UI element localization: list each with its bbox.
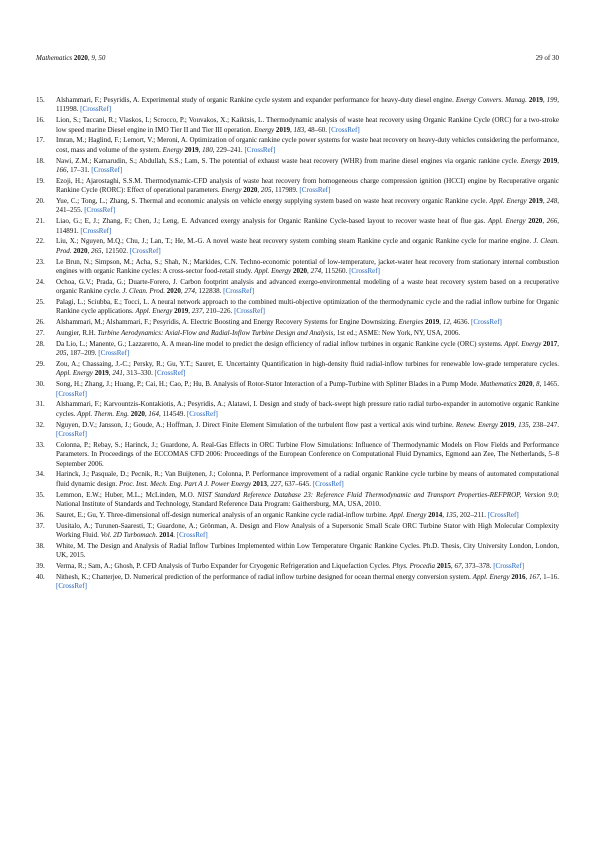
- crossref-link[interactable]: [CrossRef]: [244, 145, 276, 154]
- reference-italic-text: Vol. 2D Turbomach.: [100, 531, 158, 540]
- reference-text-segment: , 117989.: [271, 186, 300, 195]
- reference-year: 2015: [436, 562, 451, 571]
- reference-italic-text: Appl. Energy: [504, 339, 542, 348]
- reference-italic-text: 166: [56, 166, 67, 175]
- reference-text: [56, 441, 559, 468]
- reference-italic-text: 205: [56, 349, 67, 358]
- reference-italic-text: Turbine Aerodynamics: Axial-Flow and Radial-Inflow Turbine Design and Analysis: [97, 329, 334, 338]
- reference-italic-text: 67: [454, 562, 462, 571]
- reference-number: 15.: [36, 96, 45, 104]
- reference-text-segment: Ezoji, H.; Ajarostaghi, S.S.M. Thermodynamic-CFD analysis of waste heat recovery from homogeneous charge compression ignition (HCCI) engine by Recuperative organic Rankine Cycle (RORC): Effect of operational parameters.: [56, 176, 559, 195]
- crossref-link[interactable]: [CrossRef]: [80, 226, 112, 235]
- reference-item: [36, 522, 559, 541]
- reference-text-segment: , 122838.: [194, 287, 224, 296]
- reference-text-segment: Ochoa, G.V.; Prada, G.; Duarte-Forero, J. Carbon footprint analysis and advanced exergo-environmental modeling of a waste heat recovery system based on a recuperative organic Rankine cycle.: [56, 277, 559, 296]
- reference-year: 2019: [94, 369, 109, 378]
- reference-text-segment: ,: [267, 479, 271, 488]
- reference-text-segment: Alshammari, M.; Alshammari, F.; Pesyridis, A. Electric Boosting and Energy Recovery Systems for Engine Downsizing.: [56, 318, 399, 327]
- reference-text-segment: , 111998.: [56, 96, 559, 114]
- reference-italic-text: 135: [445, 510, 457, 519]
- reference-item: [36, 217, 559, 236]
- crossref-link[interactable]: [CrossRef]: [84, 206, 116, 215]
- reference-text-segment: Da Lio, L.; Manente, G.; Lazzaretto, A. A mean-line model to predict the design efficiency of radial inflow turbines in organic Rankine cycle (ORC) systems.: [56, 339, 505, 348]
- crossref-link[interactable]: [CrossRef]: [186, 409, 218, 418]
- reference-text: [56, 217, 559, 234]
- crossref-link[interactable]: [CrossRef]: [487, 510, 519, 519]
- reference-italic-text: Proc. Inst. Mech. Eng. Part A J. Power Energy: [119, 479, 252, 488]
- crossref-link[interactable]: [CrossRef]: [349, 267, 381, 276]
- reference-text: [56, 470, 559, 487]
- reference-number: 24.: [36, 277, 45, 286]
- reference-text: [56, 360, 559, 377]
- reference-text: [56, 278, 559, 295]
- crossref-link[interactable]: [CrossRef]: [312, 479, 344, 488]
- reference-number: 28.: [36, 339, 45, 348]
- reference-item: [36, 470, 559, 489]
- page-number: 29 of 30: [535, 54, 559, 62]
- crossref-link[interactable]: [CrossRef]: [56, 582, 87, 591]
- reference-text-segment: ,: [87, 246, 91, 255]
- reference-year: 2019: [174, 307, 189, 316]
- reference-number: 40.: [36, 572, 45, 581]
- reference-italic-text: Appl. Energy: [472, 572, 510, 581]
- reference-text: [56, 542, 559, 559]
- reference-year: 2019: [528, 96, 543, 104]
- reference-italic-text: NIST Standard Reference Database 23: Reference Fluid Thermodynamic and Transport Properties-REFPROP, Version 9.0: [197, 490, 558, 499]
- reference-text-segment: White, M. The Design and Analysis of Radial Inflow Turbines Implemented within Low Temperature Organic Rankine Cycles. Ph.D. Thesis, City University London, London, UK, 2015.: [56, 541, 559, 560]
- running-head: [36, 52, 105, 64]
- reference-text-segment: , 48–60.: [304, 125, 329, 134]
- reference-item: [36, 360, 559, 379]
- reference-number: 26.: [36, 318, 45, 327]
- reference-number: 38.: [36, 541, 45, 550]
- reference-year: 2014: [428, 510, 443, 519]
- reference-text-segment: , 373–378.: [461, 562, 494, 571]
- reference-italic-text: J. Clean. Prod.: [122, 287, 166, 296]
- reference-text: [56, 491, 559, 508]
- reference-text: [56, 340, 559, 357]
- crossref-link[interactable]: [CrossRef]: [80, 105, 112, 114]
- reference-item: [36, 441, 559, 469]
- reference-text-segment: , 4636.: [449, 318, 471, 327]
- reference-number: 20.: [36, 197, 45, 206]
- reference-text-segment: Lemmon, E.W.; Huber, M.L.; McLinden, M.O.: [56, 490, 198, 499]
- reference-year: 2020: [130, 409, 145, 418]
- reference-number: 32.: [36, 420, 45, 429]
- reference-number: 22.: [36, 237, 45, 246]
- reference-text-segment: , 637–645.: [281, 479, 313, 488]
- reference-text-segment: ,: [525, 572, 530, 581]
- reference-number: 23.: [36, 257, 45, 266]
- reference-text: [56, 562, 524, 570]
- reference-number: 35.: [36, 490, 45, 499]
- reference-item: [36, 542, 559, 561]
- reference-italic-text: 205: [260, 186, 272, 195]
- reference-italic-text: Energy Convers. Manag.: [455, 96, 527, 104]
- reference-text: [56, 237, 559, 254]
- reference-text: [56, 298, 559, 315]
- reference-text: [56, 400, 559, 417]
- reference-item: [36, 400, 559, 419]
- crossref-link[interactable]: [CrossRef]: [328, 125, 360, 134]
- reference-year: 2020: [166, 287, 181, 296]
- reference-italic-text: 274: [184, 287, 195, 296]
- reference-text-segment: ,: [290, 125, 294, 134]
- reference-year: 2019: [275, 125, 291, 134]
- reference-text: [56, 177, 559, 194]
- crossref-link[interactable]: [CrossRef]: [154, 369, 186, 378]
- crossref-link[interactable]: [CrossRef]: [176, 531, 208, 540]
- reference-text: [56, 96, 559, 113]
- reference-text-segment: Nawi, Z.M.; Kamarudin, S.; Abdullah, S.S.; Lam, S. The potential of exhaust waste heat recovery (WHR) from marine diesel engines via organic rankine cycle.: [56, 156, 521, 165]
- reference-number: 31.: [36, 400, 45, 409]
- reference-text-segment: , 17–31.: [66, 166, 92, 175]
- reference-italic-text: Mathematics: [480, 380, 517, 389]
- reference-italic-text: 227: [270, 479, 282, 488]
- reference-text-segment: , 229–241.: [212, 145, 245, 154]
- reference-text-segment: ,: [180, 287, 185, 296]
- reference-italic-text: Energy: [520, 156, 541, 165]
- reference-text-segment: Alshammari, F.; Pesyridis, A. Experimental study of organic Rankine cycle system and expander performance for heavy-duty diesel engine.: [56, 96, 456, 104]
- reference-text-segment: ,: [144, 409, 149, 418]
- reference-italic-text: Energy: [162, 145, 183, 154]
- reference-text-segment: ,: [257, 186, 261, 195]
- reference-text: [56, 380, 559, 397]
- reference-item: [36, 96, 559, 115]
- crossref-link[interactable]: [CrossRef]: [234, 307, 265, 316]
- reference-number: 39.: [36, 562, 45, 571]
- reference-number: 36.: [36, 510, 45, 519]
- journal-year: 2020: [73, 54, 88, 62]
- reference-text-segment: Palagi, L.; Sciubba, E.; Tocci, L. A neural network approach to the combined multi-objective optimization of the thermodynamic cycle and the radial inflow turbine for Organic Rankine cycle applications.: [56, 298, 559, 316]
- reference-year: 2019: [425, 318, 440, 327]
- reference-item: [36, 197, 559, 216]
- reference-text-segment: Zou, A.; Chassaing, J.-C.; Persky, R.; Gu, Y.T.; Sauret, E. Uncertainty Quantification in high-density fluid radial-inflow turbines for renewable low-grade temperature cycles.: [56, 360, 559, 369]
- reference-year: 2020: [518, 380, 533, 389]
- reference-italic-text: Energy: [254, 125, 275, 134]
- reference-italic-text: Phys. Procedia: [392, 562, 436, 571]
- reference-number: 29.: [36, 360, 45, 369]
- reference-text-segment: ,: [557, 339, 559, 348]
- reference-item: [36, 491, 559, 510]
- reference-text-segment: ,: [442, 510, 446, 519]
- reference-year: 2016: [511, 572, 526, 581]
- reference-italic-text: 248: [546, 197, 558, 206]
- reference-italic-text: Energy: [221, 186, 242, 195]
- crossref-link[interactable]: [CrossRef]: [470, 318, 502, 327]
- reference-italic-text: 135: [518, 420, 529, 429]
- reference-italic-text: Renew. Energy: [455, 420, 499, 429]
- reference-italic-text: 180: [202, 145, 213, 154]
- reference-year: 2020: [292, 267, 308, 276]
- reference-italic-text: Appl. Energy: [254, 267, 292, 276]
- reference-text-segment: Lion, S.; Taccani, R.; Vlaskos, I.; Scrocco, P.; Vouvakos, X.; Kaiktsis, L. Thermodynamic analysis of waste heat recovery using Organic Rankine Cycle (ORC) for a two-stroke low speed marine Diesel engine in IMO Tier II and Tier III operation.: [56, 116, 559, 134]
- crossref-link[interactable]: [CrossRef]: [91, 166, 123, 175]
- reference-text-segment: Imran, M.; Haglind, F.; Lemort, V.; Meroni, A. Optimization of organic rankine cycle power systems for waste heat recovery on heavy-duty vehicles considering the performance, cost, mass and volume of the system.: [56, 136, 559, 154]
- reference-text: [56, 421, 559, 438]
- reference-italic-text: Appl. Energy: [487, 217, 526, 226]
- reference-text: [56, 329, 460, 337]
- reference-item: [36, 318, 559, 327]
- crossref-link[interactable]: [CrossRef]: [129, 246, 161, 255]
- reference-text-segment: ,: [542, 197, 547, 206]
- reference-text-segment: Alshammari, F.; Karvountzis-Kontakiotis, A.; Pesyridis, A.; Alatawi, I. Design and study of back-swept high pressure ratio radial turbo-expander in automotive organic Rankine cycles.: [56, 400, 559, 418]
- crossref-link[interactable]: [CrossRef]: [56, 430, 87, 439]
- reference-text-segment: ,: [542, 217, 547, 226]
- reference-text-segment: , 1465.: [539, 380, 560, 389]
- reference-text-segment: Colonna, P.; Rebay, S.; Harinck, J.; Guardone, A. Real-Gas Effects in ORC Turbine Flow Simulations: Influence of Thermodynamic Models on Flow Fields and Performance Parameters. In Proceedings of the ECCOMAS CFD 2006: Proceedings of the European Conference on Computational Fluid Dynamics, Egmond aan Zee, The Netherlands, 5–8 September 2006.: [56, 440, 559, 468]
- reference-text-segment: .: [173, 531, 177, 540]
- reference-item: [36, 278, 559, 297]
- reference-italic-text: Appl. Energy: [56, 369, 93, 378]
- journal-volume-article: , 9, 50: [87, 54, 106, 62]
- reference-text: [56, 197, 559, 214]
- reference-item: [36, 237, 559, 256]
- reference-text-segment: , 114549.: [158, 409, 187, 418]
- journal-name: Mathematics: [36, 54, 73, 62]
- reference-text-segment: Sauret, E.; Gu, Y. Three-dimensional off-design numerical analysis of an organic Rankine cycle radial-inflow turbine.: [56, 510, 390, 519]
- reference-year: 2019: [184, 145, 199, 154]
- reference-text-segment: Verma, R.; Sam, A.; Ghosh, P. CFD Analysis of Turbo Expander for Cryogenic Refrigeration and Liquefaction Cycles.: [56, 562, 393, 571]
- reference-text-segment: , 202–211.: [456, 510, 488, 519]
- reference-text: [56, 573, 559, 590]
- reference-text: [56, 511, 519, 519]
- reference-italic-text: 12: [442, 318, 450, 327]
- page-header: [36, 52, 559, 64]
- reference-number: 33.: [36, 440, 45, 449]
- reference-text-segment: ,: [439, 318, 443, 327]
- reference-number: 37.: [36, 521, 45, 530]
- reference-number: 19.: [36, 176, 45, 185]
- reference-item: [36, 177, 559, 196]
- reference-italic-text: 164: [148, 409, 159, 418]
- reference-italic-text: 183: [293, 125, 305, 134]
- reference-text-segment: ; National Institute of Standards and Technology, Standard Reference Data Program: Gaithersburg, MA, USA, 2010.: [56, 490, 560, 509]
- reference-list: [36, 96, 559, 593]
- reference-item: [36, 421, 559, 440]
- crossref-link[interactable]: [CrossRef]: [56, 389, 87, 398]
- reference-text-segment: ,: [198, 145, 203, 154]
- reference-text-segment: , 1–16.: [539, 572, 559, 581]
- reference-italic-text: 274: [310, 267, 322, 276]
- reference-text-segment: Nguyen, D.V.; Jansson, J.; Goude, A.; Hoffman, J. Direct Finite Element Simulation of the turbulent flow past a vertical axis wind turbine.: [56, 420, 456, 429]
- reference-item: [36, 329, 559, 338]
- reference-text-segment: , 121502.: [101, 246, 130, 255]
- reference-year: 2013: [252, 479, 267, 488]
- reference-item: [36, 298, 559, 317]
- reference-text-segment: ,: [542, 96, 547, 104]
- reference-year: 2017: [543, 339, 558, 348]
- reference-text-segment: ,: [532, 380, 537, 389]
- reference-text: [56, 318, 502, 326]
- reference-italic-text: J. Clean. Prod.: [56, 237, 560, 255]
- reference-item: [36, 562, 559, 571]
- crossref-link[interactable]: [CrossRef]: [493, 562, 525, 571]
- reference-text-segment: Le Brun, N.; Simpson, M.; Acha, S.; Shah, N.; Markides, C.N. Techno-economic potential of low-temperature, jacket-water heat recovery from stationary internal combustion engines with organic Rankine cycles: A cross-sector food-retail study.: [56, 257, 559, 276]
- reference-year: 2019: [500, 420, 515, 429]
- reference-item: [36, 340, 559, 359]
- reference-number: 27.: [36, 329, 45, 338]
- reference-italic-text: 266: [546, 217, 558, 226]
- reference-text-segment: , 210–226.: [202, 307, 235, 316]
- reference-year: 2020: [243, 186, 258, 195]
- reference-year: 2014: [159, 531, 174, 540]
- reference-text-segment: , 241–255.: [56, 197, 560, 215]
- reference-text-segment: ,: [514, 420, 519, 429]
- reference-text-segment: ,: [557, 156, 559, 165]
- reference-italic-text: Appl. Energy: [389, 510, 427, 519]
- reference-number: 16.: [36, 116, 45, 125]
- reference-item: [36, 258, 559, 277]
- crossref-link[interactable]: [CrossRef]: [223, 287, 255, 296]
- reference-number: 34.: [36, 470, 45, 479]
- reference-text-segment: , 114891.: [56, 217, 560, 235]
- reference-item: [36, 136, 559, 155]
- reference-text-segment: Nithesh, K.; Chatterjee, D. Numerical prediction of the performance of radial inflow turbine designed for ocean thermal energy conversion system.: [56, 572, 473, 581]
- reference-number: 17.: [36, 136, 45, 145]
- reference-text-segment: Uusitalo, A.; Turunen-Saaresti, T.; Guardone, A.; Grönman, A. Design and Flow Analysis of a Supersonic Small Scale ORC Turbine Stator with High Molecular Complexity Working Fluid.: [56, 521, 559, 540]
- reference-number: 21.: [36, 217, 45, 226]
- reference-italic-text: 8: [536, 380, 540, 389]
- reference-italic-text: 167: [529, 572, 540, 581]
- reference-italic-text: Appl. Energy: [135, 307, 173, 316]
- reference-italic-text: 199: [546, 96, 558, 104]
- reference-text-segment: Liao, G.; E, J.; Zhang, F.; Chen, J.; Leng, E. Advanced exergy analysis for Organic Rankine Cycle-based layout to recover waste heat of flue gas.: [56, 217, 488, 226]
- reference-year: 2020: [528, 217, 543, 226]
- reference-text: [56, 522, 559, 539]
- reference-text-segment: , 238–247.: [528, 420, 560, 429]
- crossref-link[interactable]: [CrossRef]: [98, 349, 130, 358]
- reference-year: 2019: [528, 197, 543, 206]
- reference-italic-text: 241: [112, 369, 123, 378]
- reference-italic-text: Energies: [398, 318, 424, 327]
- reference-text-segment: ,: [108, 369, 113, 378]
- reference-italic-text: Appl. Therm. Eng.: [77, 409, 130, 418]
- reference-year: 2020: [73, 246, 88, 255]
- reference-text-segment: Aungier, R.H.: [56, 329, 98, 338]
- reference-text: [56, 136, 559, 153]
- reference-text-segment: , 115260.: [321, 267, 350, 276]
- reference-text-segment: , 1st ed.; ASME: New York, NY, USA, 2006.: [333, 329, 461, 338]
- reference-text-segment: Song, H.; Zhang, J.; Huang, P.; Cai, H.; Cao, P.; Hu, B. Analysis of Rotor-Stator Interaction of a Pump-Turbine with Splitter Blades in a Pump Mode.: [56, 380, 481, 389]
- reference-item: [36, 380, 559, 399]
- reference-text-segment: Liu, X.; Nguyen, M.Q.; Chu, J.; Lan, T.; He, M.-G. A novel waste heat recovery system combing steam Rankine cycle and organic Rankine cycle for marine engine.: [56, 237, 534, 246]
- reference-text-segment: ,: [307, 267, 311, 276]
- reference-item: [36, 573, 559, 592]
- reference-text: [56, 116, 559, 133]
- reference-item: [36, 116, 559, 135]
- reference-text-segment: ,: [188, 307, 192, 316]
- reference-italic-text: 237: [191, 307, 203, 316]
- reference-item: [36, 511, 559, 520]
- reference-year: 2019: [543, 156, 558, 165]
- reference-item: [36, 157, 559, 176]
- reference-text-segment: ,: [450, 562, 455, 571]
- reference-number: 30.: [36, 380, 45, 389]
- reference-number: 25.: [36, 298, 45, 307]
- reference-text-segment: , 187–209.: [66, 349, 99, 358]
- reference-italic-text: 265: [91, 246, 102, 255]
- reference-text-segment: Harinck, J.; Pasquale, D.; Pecnik, R.; Van Buijtenen, J.; Colonna, P. Performance improvement of a radial organic Rankine cycle turbine by means of automated computational fluid dynamic design.: [56, 470, 559, 488]
- reference-text-segment: , 313–330.: [122, 369, 155, 378]
- reference-text: [56, 258, 559, 275]
- reference-text: [56, 157, 559, 174]
- crossref-link[interactable]: [CrossRef]: [299, 186, 331, 195]
- reference-text-segment: Yue, C.; Tong, L.; Zhang, S. Thermal and economic analysis on vehicle energy supplying system based on waste heat recovery organic Rankine cycle.: [56, 197, 490, 206]
- reference-number: 18.: [36, 156, 45, 165]
- reference-italic-text: Appl. Energy: [489, 197, 527, 206]
